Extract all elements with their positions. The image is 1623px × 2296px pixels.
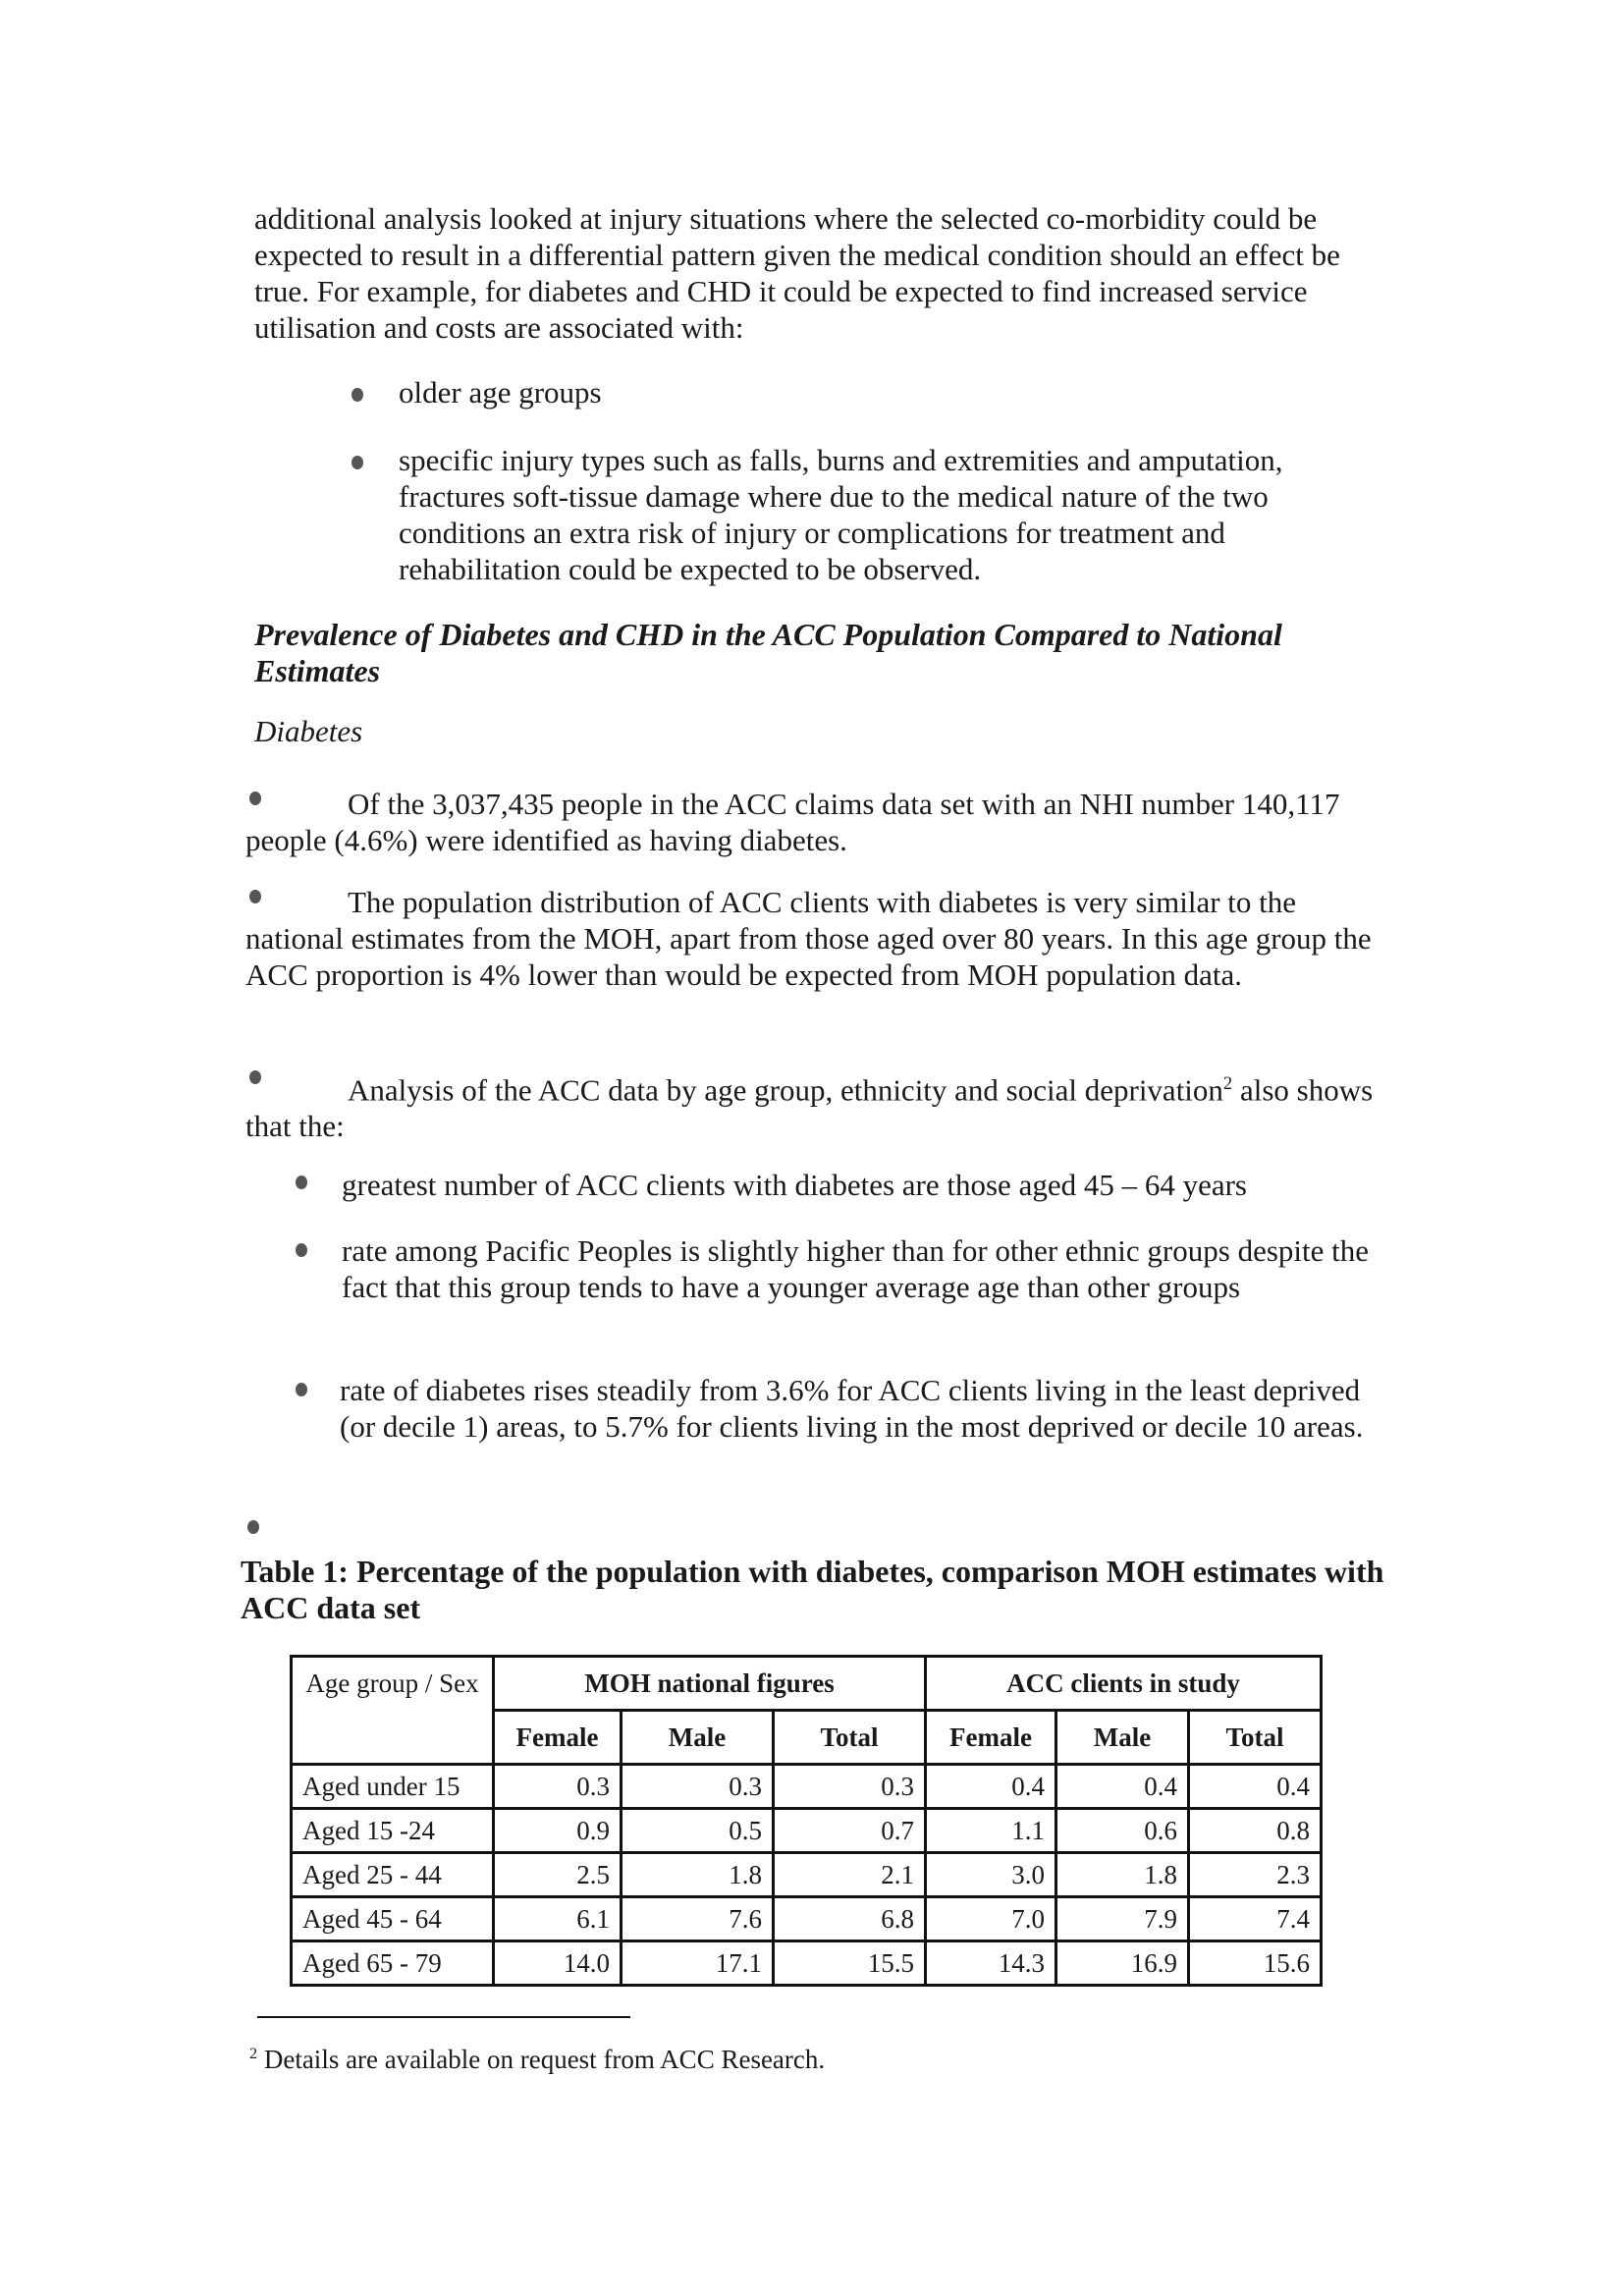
- cell: 7.6: [622, 1897, 774, 1941]
- cell: 15.6: [1189, 1941, 1322, 1986]
- cell: 7.0: [926, 1897, 1056, 1941]
- col-header: Total: [774, 1711, 926, 1765]
- cell: 0.7: [774, 1809, 926, 1853]
- row-label: Aged 15 -24: [292, 1809, 494, 1853]
- col-header: Male: [622, 1711, 774, 1765]
- analysis-bullet: greatest number of ACC clients with diabetes are those aged 45 – 64 years: [342, 1168, 1247, 1202]
- cell: 14.3: [926, 1941, 1056, 1986]
- acc-group-header: ACC clients in study: [926, 1657, 1322, 1711]
- table-title: Table 1: Percentage of the population with diabetes, comparison MOH estimates with ACC data set: [241, 1554, 1384, 1625]
- bullet-icon: [352, 456, 363, 469]
- cell: 0.9: [494, 1809, 622, 1853]
- cell: 7.4: [1189, 1897, 1322, 1941]
- row-label: Aged under 15: [292, 1765, 494, 1809]
- intro-paragraph: additional analysis looked at injury situations where the selected co-morbidity could be expected to result in a differential pattern given the medical condition should an effect be true. For example, for diabetes and CHD it could be expected to find increased service utilisation and costs are associated with:: [254, 201, 1340, 345]
- cell: 0.3: [494, 1765, 622, 1809]
- cell: 3.0: [926, 1853, 1056, 1897]
- cell: 0.6: [1056, 1809, 1189, 1853]
- row-label: Aged 65 - 79: [292, 1941, 494, 1986]
- main-bullet: The population distribution of ACC clients with diabetes is very similar to the national estimates from the MOH, apart from those aged over 80 years. In this age group the ACC proportion is 4% lower than would be expected from MOH population data.: [245, 885, 1372, 992]
- analysis-bullet: rate of diabetes rises steadily from 3.6% for ACC clients living in the least deprived (or decile 1) areas, to 5.7% for clients living in the most deprived or decile 10 areas.: [340, 1373, 1364, 1444]
- cell: 1.8: [622, 1853, 774, 1897]
- table-row: [292, 1897, 1322, 1941]
- table-row: [292, 1765, 1322, 1809]
- bullet-icon: [352, 388, 363, 402]
- cell: 6.1: [494, 1897, 622, 1941]
- cell: 0.3: [774, 1765, 926, 1809]
- cell: 0.3: [622, 1765, 774, 1809]
- intro-bullet: older age groups: [399, 375, 602, 410]
- main-bullet: Analysis of the ACC data by age group, ethnicity and social deprivation$^2$ also shows that the:: [245, 1072, 1374, 1144]
- cell: 0.8: [1189, 1809, 1322, 1853]
- moh-group-header: MOH national figures: [494, 1657, 926, 1711]
- col-header: Female: [926, 1711, 1056, 1765]
- cell: 2.3: [1189, 1853, 1322, 1897]
- cell: 15.5: [774, 1941, 926, 1986]
- cell: 2.5: [494, 1853, 622, 1897]
- col-header: Male: [1056, 1711, 1189, 1765]
- footnote-divider: [257, 2016, 630, 2018]
- col-header: Total: [1189, 1711, 1322, 1765]
- table-group-header-row: [292, 1657, 1322, 1711]
- footnote: $^2$ Details are available on request from ACC Research.: [249, 2045, 826, 2074]
- cell: 14.0: [494, 1941, 622, 1986]
- subsection-heading: Diabetes: [254, 714, 363, 748]
- footnote-ref: 2: [1222, 1073, 1233, 1094]
- table-row: [292, 1853, 1322, 1897]
- table-row: [292, 1941, 1322, 1986]
- cell: 0.4: [1189, 1765, 1322, 1809]
- age-group-header: Age group / Sex: [292, 1657, 494, 1765]
- diabetes-table: [290, 1655, 1323, 1987]
- row-label: Aged 25 - 44: [292, 1853, 494, 1897]
- bullet-icon: [296, 1175, 307, 1189]
- analysis-bullet: rate among Pacific Peoples is slightly higher than for other ethnic groups despite the fact that this group tends to have a younger average age than other groups: [342, 1233, 1369, 1304]
- bullet-icon: [296, 1383, 307, 1396]
- section-heading: Prevalence of Diabetes and CHD in the ACC Population Compared to National Estimates: [254, 617, 1282, 688]
- footnote-marker: 2: [249, 2045, 258, 2062]
- bullet-icon: [247, 1520, 259, 1534]
- cell: 0.4: [926, 1765, 1056, 1809]
- cell: 1.1: [926, 1809, 1056, 1853]
- col-header: Female: [494, 1711, 622, 1765]
- cell: 1.8: [1056, 1853, 1189, 1897]
- table-row: [292, 1809, 1322, 1853]
- row-label: Aged 45 - 64: [292, 1897, 494, 1941]
- cell: 0.4: [1056, 1765, 1189, 1809]
- bullet-icon: [296, 1243, 307, 1257]
- intro-bullet: specific injury types such as falls, burns and extremities and amputation, fractures soft-tissue damage where due to the medical nature of the two conditions an extra risk of injury or complications for treatment and rehabilitation could be expected to be observed.: [399, 443, 1283, 586]
- cell: 6.8: [774, 1897, 926, 1941]
- cell: 0.5: [622, 1809, 774, 1853]
- cell: 7.9: [1056, 1897, 1189, 1941]
- main-bullet: Of the 3,037,435 people in the ACC claims data set with an NHI number 140,117 people (4.6%) were identified as having diabetes.: [245, 787, 1340, 857]
- cell: 16.9: [1056, 1941, 1189, 1986]
- cell: 2.1: [774, 1853, 926, 1897]
- cell: 17.1: [622, 1941, 774, 1986]
